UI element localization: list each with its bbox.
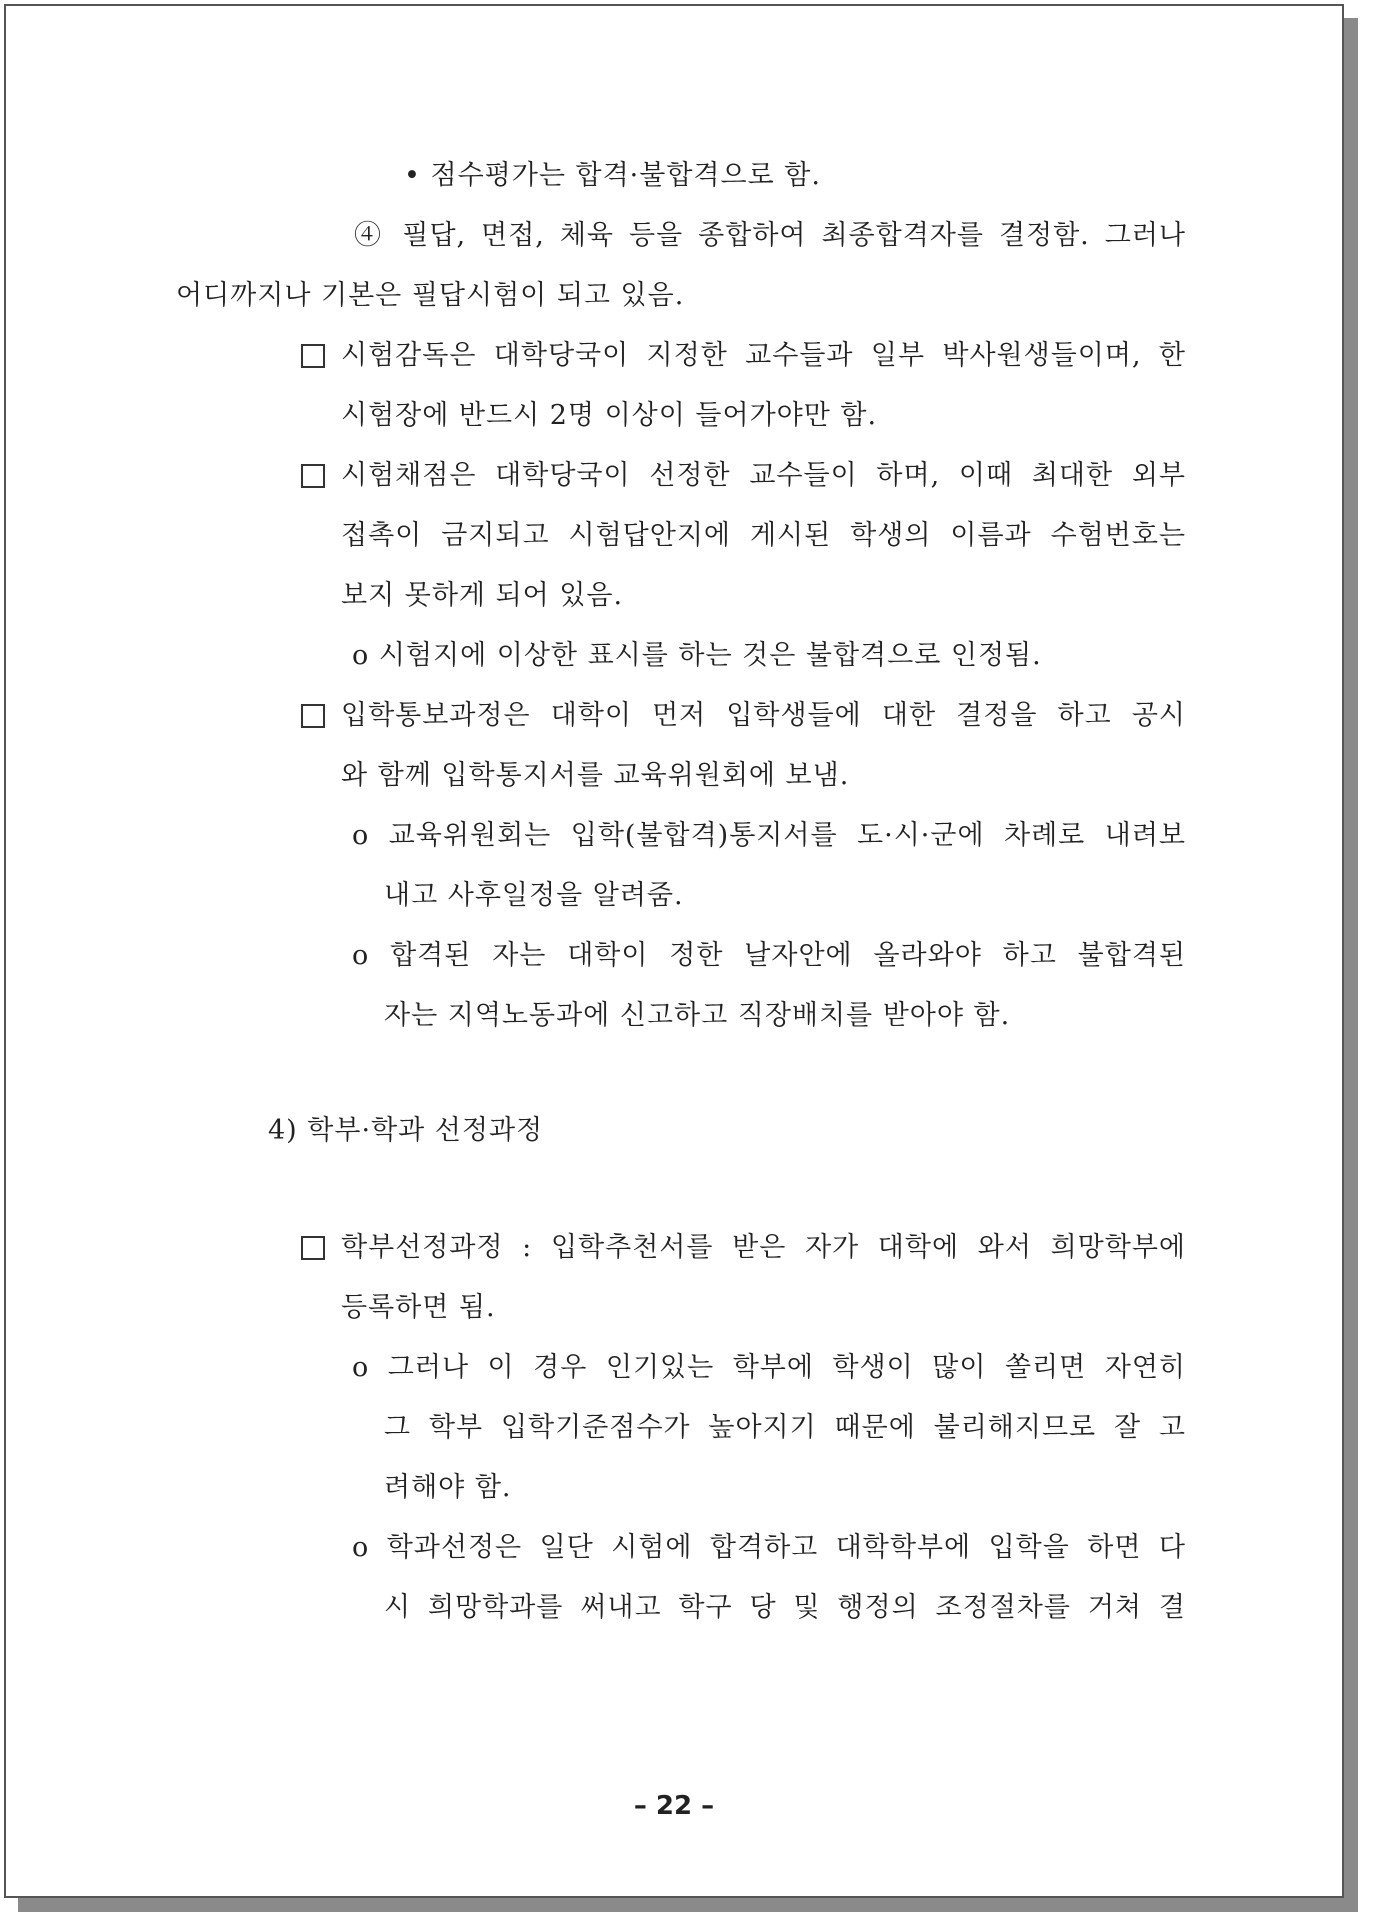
faculty-selection-subitem-2-line-2: 시 희망학과를 써내고 학구 당 및 행정의 조정절차를 거쳐 결 bbox=[384, 1592, 1186, 1623]
section-heading-4: 4) 학부·학과 선정과정 bbox=[268, 1115, 544, 1146]
exam-grading-subitem: o 시험지에 이상한 표시를 하는 것은 불합격으로 인정됨. bbox=[352, 640, 1042, 671]
admission-notice-subitem-2-line-2: 자는 지역노동과에 신고하고 직장배치를 받아야 함. bbox=[384, 1000, 1011, 1031]
exam-supervision-line-1: 시험감독은 대학당국이 지정한 교수들과 일부 박사원생들이며, 한 bbox=[341, 340, 1186, 371]
faculty-selection-subitem-1-line-3: 려해야 함. bbox=[384, 1472, 512, 1503]
page-number: – 22 – bbox=[633, 1791, 715, 1821]
admission-notice-line-1: 입학통보과정은 대학이 먼저 입학생들에 대한 결정을 하고 공시 bbox=[341, 700, 1186, 731]
admission-notice-subitem-2-line-1: o 합격된 자는 대학이 정한 날자안에 올라와야 하고 불합격된 bbox=[352, 940, 1186, 971]
exam-supervision-line-2: 시험장에 반드시 2명 이상이 들어가야만 함. bbox=[341, 400, 878, 431]
bullet-line-score-evaluation: • 점수평가는 합격·불합격으로 함. bbox=[404, 160, 821, 191]
checkbox-square-icon bbox=[301, 344, 325, 368]
paragraph-item-4-line-1: ④ 필답, 면접, 체육 등을 종합하여 최종합격자를 결정함. 그러나 bbox=[354, 220, 1186, 251]
admission-notice-subitem-1-line-2: 내고 사후일정을 알려줌. bbox=[384, 880, 684, 911]
document-page bbox=[4, 4, 1344, 1898]
checkbox-square-icon bbox=[301, 1236, 325, 1260]
admission-notice-line-2: 와 함께 입학통지서를 교육위원회에 보냄. bbox=[341, 760, 850, 791]
faculty-selection-subitem-2-line-1: o 학과선정은 일단 시험에 합격하고 대학학부에 입학을 하면 다 bbox=[352, 1532, 1186, 1563]
paragraph-item-4-line-2: 어디까지나 기본은 필답시험이 되고 있음. bbox=[176, 280, 685, 311]
faculty-selection-subitem-1-line-1: o 그러나 이 경우 인기있는 학부에 학생이 많이 쏠리면 자연히 bbox=[352, 1352, 1186, 1383]
faculty-selection-line-1: 학부선정과정 : 입학추천서를 받은 자가 대학에 와서 희망학부에 bbox=[341, 1232, 1186, 1263]
exam-grading-line-1: 시험채점은 대학당국이 선정한 교수들이 하며, 이때 최대한 외부 bbox=[341, 460, 1186, 491]
checkbox-square-icon bbox=[301, 464, 325, 488]
exam-grading-line-2: 접촉이 금지되고 시험답안지에 게시된 학생의 이름과 수험번호는 bbox=[341, 520, 1186, 551]
faculty-selection-line-2: 등록하면 됨. bbox=[341, 1292, 496, 1323]
faculty-selection-subitem-1-line-2: 그 학부 입학기준점수가 높아지기 때문에 불리해지므로 잘 고 bbox=[384, 1412, 1186, 1443]
exam-grading-line-3: 보지 못하게 되어 있음. bbox=[341, 580, 624, 611]
admission-notice-subitem-1-line-1: o 교육위원회는 입학(불합격)통지서를 도·시·군에 차례로 내려보 bbox=[352, 820, 1186, 851]
checkbox-square-icon bbox=[301, 704, 325, 728]
